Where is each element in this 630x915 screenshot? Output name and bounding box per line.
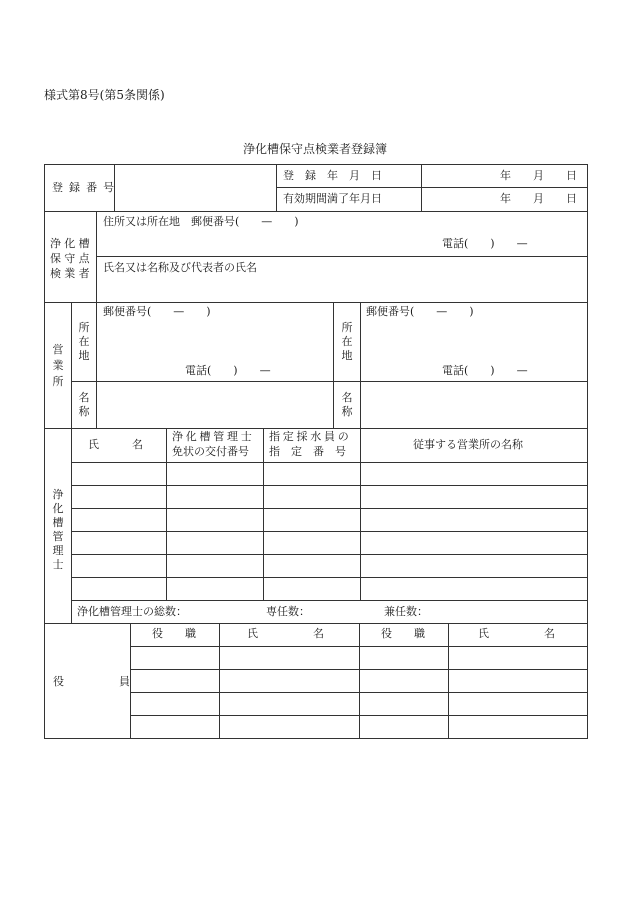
col-officer-position-right: 役 職 (381, 627, 425, 640)
managers-concurrent-label: 兼任数： (384, 605, 428, 618)
col-officer-position-left: 役 職 (152, 627, 196, 640)
office-postal-label-left: 郵便番号( — ) (103, 305, 211, 318)
office-phone-label-right: 電話( ) — (442, 364, 528, 377)
col-license-line1: 浄化槽管理士 (172, 430, 255, 443)
managers-total-label: 浄化槽管理士の総数： (77, 605, 187, 618)
col-officer-name-left: 氏 名 (247, 627, 324, 640)
managers-section-label: 浄化槽管理士 (52, 488, 64, 571)
office-name-label-left: 名称 (78, 391, 90, 418)
operator-address-label: 住所又は所在地 郵便番号( — ) (103, 215, 299, 228)
registration-date-label: 登 録 年 月 日 (283, 169, 382, 182)
col-manager-name: 氏 名 (88, 438, 143, 451)
managers-fulltime-label: 専任数： (266, 605, 310, 618)
officers-section-label: 役 員 (53, 675, 130, 688)
office-postal-label-right: 郵便番号( — ) (366, 305, 474, 318)
office-location-label-left: 所在地 (78, 321, 90, 362)
operator-section-label: 浄化槽保守点検業者 (50, 237, 93, 280)
form-number: 様式第8号(第5条関係) (44, 88, 165, 102)
operator-phone-label: 電話( ) — (442, 237, 528, 250)
registration-date-value: 年 月 日 (500, 169, 577, 182)
col-license-line2: 免状の交付番号 (172, 445, 249, 458)
office-phone-label-left: 電話( ) — (185, 364, 271, 377)
office-section-label: 営業所 (52, 343, 64, 388)
col-office-name: 従事する営業所の名称 (413, 438, 523, 451)
col-sampler-line1: 指定採水員の (269, 430, 352, 443)
expiry-date-label: 有効期間満了年月日 (283, 192, 382, 205)
col-sampler-line2: 指 定 番 号 (269, 445, 346, 458)
operator-name-label: 氏名又は名称及び代表者の氏名 (103, 261, 257, 274)
office-location-label-right: 所在地 (341, 321, 353, 362)
registration-number-label: 登録番号 (52, 181, 121, 194)
page-title: 浄化槽保守点検業者登録簿 (242, 142, 387, 156)
office-name-label-right: 名称 (341, 391, 353, 418)
expiry-date-value: 年 月 日 (500, 192, 577, 205)
col-officer-name-right: 氏 名 (478, 627, 555, 640)
